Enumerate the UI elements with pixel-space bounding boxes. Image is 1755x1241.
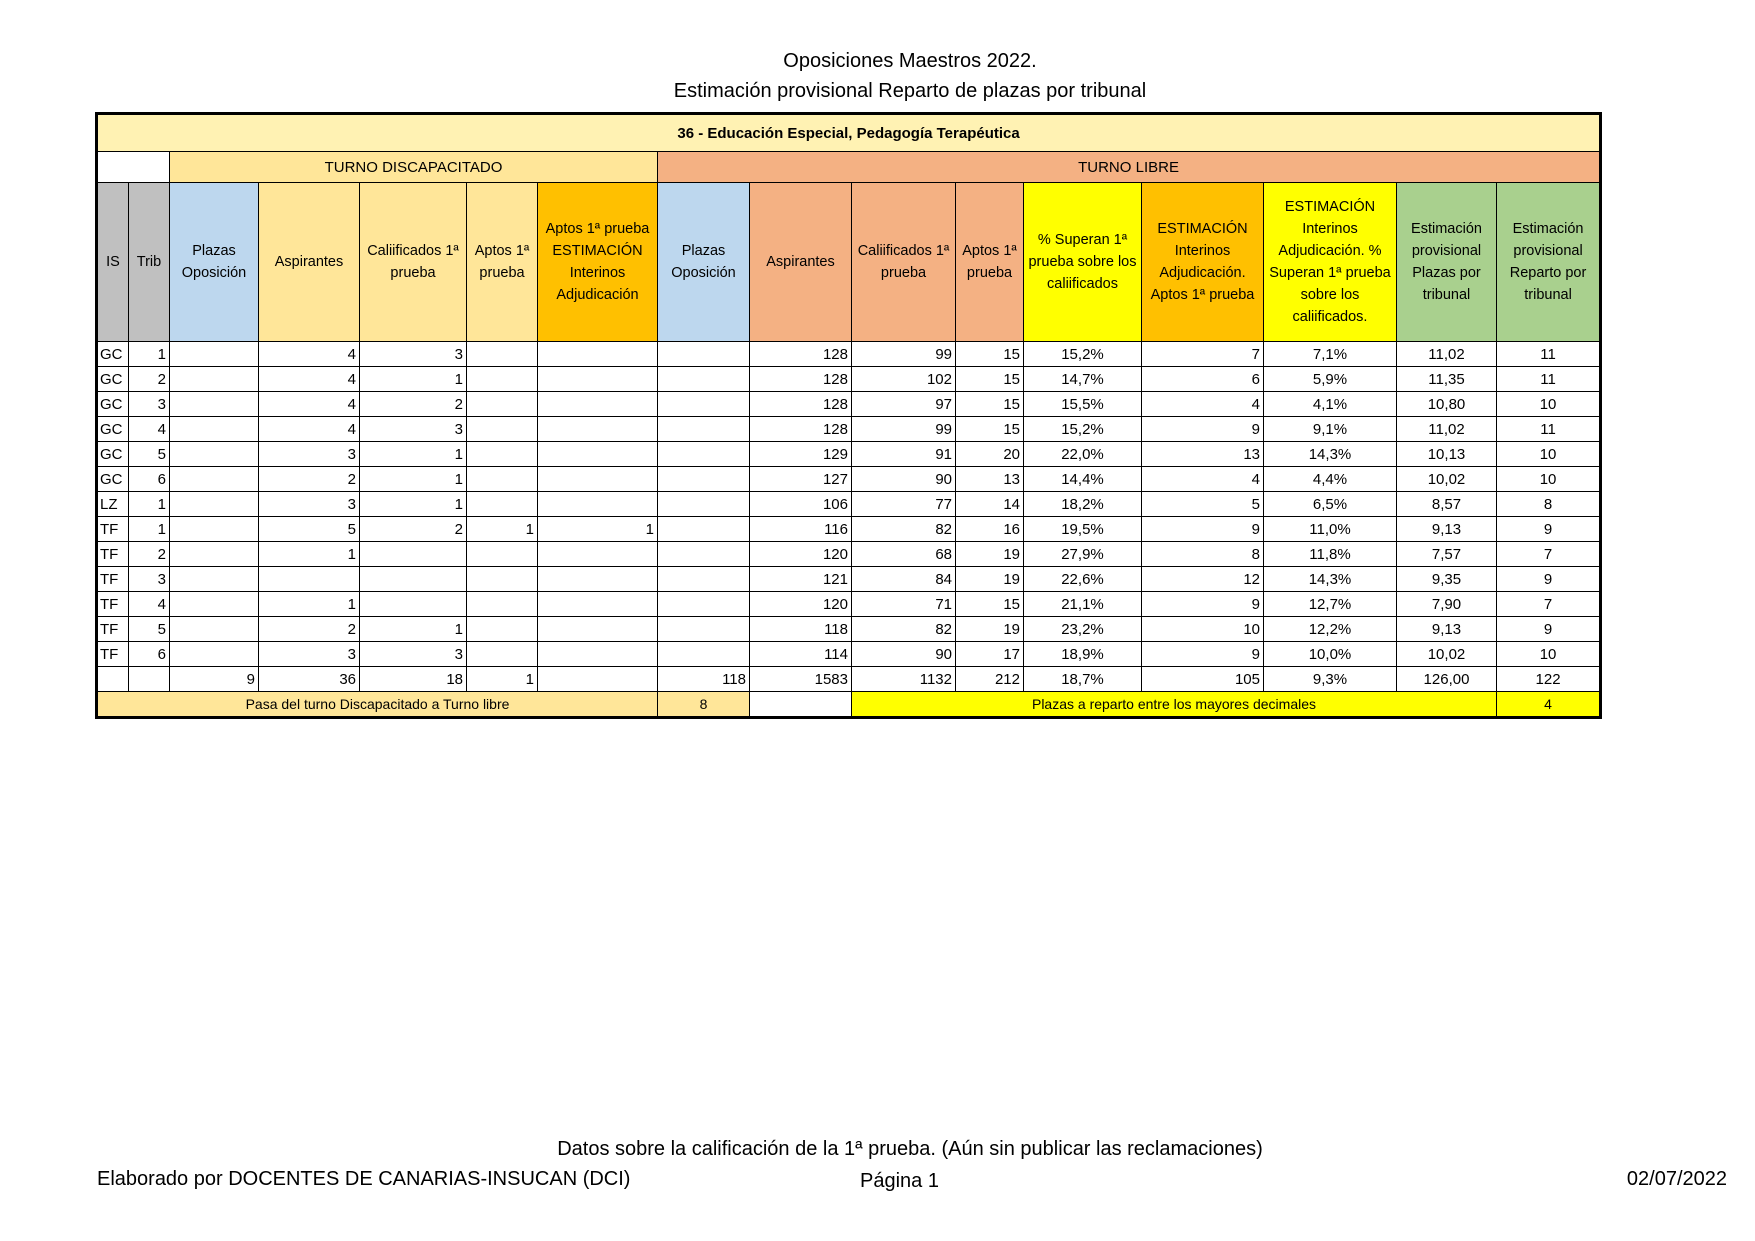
table-cell bbox=[538, 542, 658, 567]
table-row bbox=[97, 342, 1601, 367]
table-cell: 5 bbox=[129, 442, 170, 467]
col-d-aspirantes: Aspirantes bbox=[259, 183, 360, 342]
table-cell: 15 bbox=[956, 592, 1024, 617]
table-cell: 1 bbox=[360, 617, 467, 642]
table-cell bbox=[658, 342, 750, 367]
table-cell: 7 bbox=[1142, 342, 1264, 367]
table-cell: 1 bbox=[538, 517, 658, 542]
table-cell: 4 bbox=[129, 417, 170, 442]
pasa-value: 8 bbox=[658, 692, 750, 718]
table-cell bbox=[658, 442, 750, 467]
table-cell: 128 bbox=[750, 392, 852, 417]
table-cell: TF bbox=[97, 617, 129, 642]
table-cell: 9,1% bbox=[1264, 417, 1397, 442]
total-cell: 18,7% bbox=[1024, 667, 1142, 692]
total-cell bbox=[538, 667, 658, 692]
table-cell: GC bbox=[97, 442, 129, 467]
table-cell: 19 bbox=[956, 567, 1024, 592]
table-cell: 22,6% bbox=[1024, 567, 1142, 592]
table-cell bbox=[467, 617, 538, 642]
table-cell: 97 bbox=[852, 392, 956, 417]
table-cell: 7 bbox=[1497, 542, 1601, 567]
table-cell bbox=[538, 567, 658, 592]
table-cell: 3 bbox=[360, 342, 467, 367]
table-cell: 3 bbox=[259, 442, 360, 467]
table-cell: 10 bbox=[1497, 392, 1601, 417]
blank-cell bbox=[97, 152, 170, 183]
table-cell: 15,2% bbox=[1024, 417, 1142, 442]
table-cell: 2 bbox=[360, 517, 467, 542]
table-row bbox=[97, 392, 1601, 417]
col-trib: Trib bbox=[129, 183, 170, 342]
blank-cell bbox=[750, 692, 852, 718]
table-cell: 6,5% bbox=[1264, 492, 1397, 517]
table-cell: 129 bbox=[750, 442, 852, 467]
table-cell: 127 bbox=[750, 467, 852, 492]
table-cell: 1 bbox=[259, 592, 360, 617]
table-cell bbox=[467, 442, 538, 467]
table-cell: 128 bbox=[750, 417, 852, 442]
table-cell: 6 bbox=[129, 642, 170, 667]
col-l-est-reparto: Estimación provisional Reparto por tribunal bbox=[1497, 183, 1601, 342]
table-cell: 8 bbox=[1497, 492, 1601, 517]
table-cell bbox=[658, 642, 750, 667]
table-cell bbox=[467, 392, 538, 417]
table-cell: 27,9% bbox=[1024, 542, 1142, 567]
total-cell: 9 bbox=[170, 667, 259, 692]
table-row bbox=[97, 417, 1601, 442]
table-cell: 82 bbox=[852, 617, 956, 642]
footer-date: 02/07/2022 bbox=[1626, 1168, 1727, 1190]
table-cell: 91 bbox=[852, 442, 956, 467]
col-d-estimacion: Aptos 1ª prueba ESTIMACIÓN Interinos Adjudicación bbox=[538, 183, 658, 342]
data-table bbox=[95, 112, 1602, 719]
table-cell: 1 bbox=[129, 492, 170, 517]
table-cell bbox=[658, 542, 750, 567]
table-cell: 21,1% bbox=[1024, 592, 1142, 617]
table-cell bbox=[538, 467, 658, 492]
col-l-pct: % Superan 1ª prueba sobre los caliificados bbox=[1024, 183, 1142, 342]
table-cell: 13 bbox=[956, 467, 1024, 492]
table-cell: 10,13 bbox=[1397, 442, 1497, 467]
table-cell: TF bbox=[97, 517, 129, 542]
col-l-calificados: Caliificados 1ª prueba bbox=[852, 183, 956, 342]
col-l-estim-pct: ESTIMACIÓN Interinos Adjudicación. % Superan 1ª prueba sobre los caliificados. bbox=[1264, 183, 1397, 342]
table-cell: TF bbox=[97, 542, 129, 567]
table-cell: 2 bbox=[360, 392, 467, 417]
col-d-calificados: Caliificados 1ª prueba bbox=[360, 183, 467, 342]
table-row bbox=[97, 492, 1601, 517]
table-cell bbox=[170, 642, 259, 667]
total-cell: 118 bbox=[658, 667, 750, 692]
table-cell: 106 bbox=[750, 492, 852, 517]
table-cell bbox=[170, 342, 259, 367]
footer-author: Elaborado por DOCENTES DE CANARIAS-INSUCAN (DCI) bbox=[97, 1168, 631, 1190]
table-cell bbox=[360, 567, 467, 592]
footer-note: Datos sobre la calificación de la 1ª prueba. (Aún sin publicar las reclamaciones) bbox=[557, 1138, 1263, 1160]
table-cell: GC bbox=[97, 342, 129, 367]
table-cell bbox=[467, 342, 538, 367]
table-cell: 3 bbox=[129, 567, 170, 592]
table-cell: 5 bbox=[129, 617, 170, 642]
col-d-aptos: Aptos 1ª prueba bbox=[467, 183, 538, 342]
table-cell bbox=[538, 592, 658, 617]
table-cell: 4 bbox=[259, 392, 360, 417]
total-cell: 36 bbox=[259, 667, 360, 692]
table-cell bbox=[658, 592, 750, 617]
table-cell bbox=[467, 492, 538, 517]
table-cell: 11,35 bbox=[1397, 367, 1497, 392]
table-cell: 15 bbox=[956, 367, 1024, 392]
table-cell: 12,2% bbox=[1264, 617, 1397, 642]
table-cell: 84 bbox=[852, 567, 956, 592]
col-l-estim-aptos: ESTIMACIÓN Interinos Adjudicación. Aptos 1ª prueba bbox=[1142, 183, 1264, 342]
table-cell bbox=[658, 617, 750, 642]
table-cell: 11,02 bbox=[1397, 342, 1497, 367]
table-cell bbox=[170, 567, 259, 592]
table-cell bbox=[259, 567, 360, 592]
table-cell bbox=[170, 592, 259, 617]
table-cell: 14,4% bbox=[1024, 467, 1142, 492]
table-cell: 9 bbox=[1142, 517, 1264, 542]
table-cell: 99 bbox=[852, 342, 956, 367]
table-cell: 10 bbox=[1497, 442, 1601, 467]
table-cell: 4,4% bbox=[1264, 467, 1397, 492]
table-cell bbox=[170, 542, 259, 567]
table-cell: 14,3% bbox=[1264, 567, 1397, 592]
table-cell: GC bbox=[97, 417, 129, 442]
total-cell: 105 bbox=[1142, 667, 1264, 692]
total-cell: 126,00 bbox=[1397, 667, 1497, 692]
table-cell bbox=[538, 617, 658, 642]
table-cell: 5 bbox=[259, 517, 360, 542]
table-cell: 10,02 bbox=[1397, 467, 1497, 492]
table-cell: 15,2% bbox=[1024, 342, 1142, 367]
table-cell: 2 bbox=[259, 617, 360, 642]
col-l-aspirantes: Aspirantes bbox=[750, 183, 852, 342]
table-cell: 120 bbox=[750, 592, 852, 617]
table-cell: 19 bbox=[956, 617, 1024, 642]
table-cell bbox=[538, 642, 658, 667]
table-cell: 7,1% bbox=[1264, 342, 1397, 367]
table-cell: 3 bbox=[259, 492, 360, 517]
table-cell: 18,2% bbox=[1024, 492, 1142, 517]
table-cell: 7,57 bbox=[1397, 542, 1497, 567]
table-cell: 14 bbox=[956, 492, 1024, 517]
table-cell bbox=[658, 492, 750, 517]
table-cell bbox=[467, 592, 538, 617]
table-cell: 1 bbox=[360, 367, 467, 392]
table-cell: 10,02 bbox=[1397, 642, 1497, 667]
table-cell: 15 bbox=[956, 392, 1024, 417]
table-cell: 8 bbox=[1142, 542, 1264, 567]
table-cell: 11 bbox=[1497, 367, 1601, 392]
table-cell: 18,9% bbox=[1024, 642, 1142, 667]
table-cell: 6 bbox=[129, 467, 170, 492]
table-cell: 23,2% bbox=[1024, 617, 1142, 642]
total-cell: 212 bbox=[956, 667, 1024, 692]
table-cell bbox=[538, 417, 658, 442]
table-cell bbox=[170, 517, 259, 542]
table-title: 36 - Educación Especial, Pedagogía Terapéutica bbox=[97, 114, 1601, 152]
table-cell bbox=[658, 567, 750, 592]
totals-row bbox=[97, 667, 1601, 692]
table-cell: 16 bbox=[956, 517, 1024, 542]
table-cell bbox=[538, 342, 658, 367]
table-cell: GC bbox=[97, 392, 129, 417]
table-cell: 7,90 bbox=[1397, 592, 1497, 617]
table-cell: 118 bbox=[750, 617, 852, 642]
table-cell: GC bbox=[97, 367, 129, 392]
table-cell bbox=[170, 392, 259, 417]
table-cell: 12,7% bbox=[1264, 592, 1397, 617]
table-cell: 128 bbox=[750, 367, 852, 392]
table-cell: 9,35 bbox=[1397, 567, 1497, 592]
table-cell: 90 bbox=[852, 642, 956, 667]
table-cell: 10 bbox=[1142, 617, 1264, 642]
table-cell: 14,7% bbox=[1024, 367, 1142, 392]
table-cell bbox=[658, 467, 750, 492]
table-cell: 1 bbox=[360, 442, 467, 467]
col-l-aptos: Aptos 1ª prueba bbox=[956, 183, 1024, 342]
table-row bbox=[97, 567, 1601, 592]
table-cell: 8,57 bbox=[1397, 492, 1497, 517]
table-cell bbox=[538, 367, 658, 392]
table-cell bbox=[170, 367, 259, 392]
table-cell: 7 bbox=[1497, 592, 1601, 617]
table-cell: 121 bbox=[750, 567, 852, 592]
table-cell: GC bbox=[97, 467, 129, 492]
total-cell: 1 bbox=[467, 667, 538, 692]
table-cell: 20 bbox=[956, 442, 1024, 467]
table-cell: 10 bbox=[1497, 467, 1601, 492]
total-cell: 1583 bbox=[750, 667, 852, 692]
doc-title: Oposiciones Maestros 2022. bbox=[783, 50, 1037, 72]
table-cell: LZ bbox=[97, 492, 129, 517]
col-is: IS bbox=[97, 183, 129, 342]
table-cell bbox=[467, 542, 538, 567]
table-cell: 11,02 bbox=[1397, 417, 1497, 442]
col-l-plazas: Plazas Oposición bbox=[658, 183, 750, 342]
table-cell bbox=[170, 467, 259, 492]
table-row bbox=[97, 442, 1601, 467]
table-cell: 82 bbox=[852, 517, 956, 542]
table-cell bbox=[538, 442, 658, 467]
table-cell: 6 bbox=[1142, 367, 1264, 392]
table-cell bbox=[467, 567, 538, 592]
table-cell: 15,5% bbox=[1024, 392, 1142, 417]
table-cell: 1 bbox=[467, 517, 538, 542]
table-cell: 13 bbox=[1142, 442, 1264, 467]
table-cell: 77 bbox=[852, 492, 956, 517]
col-d-plazas: Plazas Oposición bbox=[170, 183, 259, 342]
table-cell: 19,5% bbox=[1024, 517, 1142, 542]
table-cell bbox=[467, 417, 538, 442]
table-cell: TF bbox=[97, 567, 129, 592]
total-cell bbox=[97, 667, 129, 692]
table-cell bbox=[467, 642, 538, 667]
table-cell: 1 bbox=[129, 342, 170, 367]
table-cell: 12 bbox=[1142, 567, 1264, 592]
table-cell: 15 bbox=[956, 417, 1024, 442]
table-cell bbox=[658, 417, 750, 442]
table-row bbox=[97, 467, 1601, 492]
table-cell: 3 bbox=[129, 392, 170, 417]
table-cell bbox=[170, 442, 259, 467]
table-cell: 71 bbox=[852, 592, 956, 617]
table-cell bbox=[360, 542, 467, 567]
table-row bbox=[97, 617, 1601, 642]
total-cell: 122 bbox=[1497, 667, 1601, 692]
table-cell: 90 bbox=[852, 467, 956, 492]
table-cell: 10,80 bbox=[1397, 392, 1497, 417]
table-cell: 4 bbox=[1142, 467, 1264, 492]
table-cell: 1 bbox=[360, 467, 467, 492]
table-cell: 128 bbox=[750, 342, 852, 367]
table-cell: 68 bbox=[852, 542, 956, 567]
total-cell: 9,3% bbox=[1264, 667, 1397, 692]
table-cell: 102 bbox=[852, 367, 956, 392]
table-cell: 3 bbox=[259, 642, 360, 667]
table-cell: 14,3% bbox=[1264, 442, 1397, 467]
table-cell bbox=[360, 592, 467, 617]
table-cell: 11 bbox=[1497, 342, 1601, 367]
reparto-label: Plazas a reparto entre los mayores decimales bbox=[852, 692, 1497, 718]
table-cell: 2 bbox=[259, 467, 360, 492]
table-cell: 11 bbox=[1497, 417, 1601, 442]
table-cell: 9 bbox=[1497, 617, 1601, 642]
pasa-label: Pasa del turno Discapacitado a Turno libre bbox=[97, 692, 658, 718]
table-cell: 4 bbox=[129, 592, 170, 617]
table-cell: 3 bbox=[360, 417, 467, 442]
table-cell: 11,8% bbox=[1264, 542, 1397, 567]
table-cell: 15 bbox=[956, 342, 1024, 367]
table-cell: 4 bbox=[259, 417, 360, 442]
group-libre: TURNO LIBRE bbox=[658, 152, 1601, 183]
table-cell: 10 bbox=[1497, 642, 1601, 667]
table-cell: 116 bbox=[750, 517, 852, 542]
table-cell: 4 bbox=[1142, 392, 1264, 417]
table-cell: 2 bbox=[129, 542, 170, 567]
table-cell: 22,0% bbox=[1024, 442, 1142, 467]
table-cell: 1 bbox=[360, 492, 467, 517]
total-cell: 1132 bbox=[852, 667, 956, 692]
table-cell bbox=[658, 517, 750, 542]
table-cell: 114 bbox=[750, 642, 852, 667]
table-cell: 5,9% bbox=[1264, 367, 1397, 392]
table-cell: 4 bbox=[259, 342, 360, 367]
table-cell: 4 bbox=[259, 367, 360, 392]
table-cell: TF bbox=[97, 592, 129, 617]
table-cell bbox=[658, 367, 750, 392]
table-row bbox=[97, 517, 1601, 542]
table-cell: 11,0% bbox=[1264, 517, 1397, 542]
table-cell: 9 bbox=[1497, 517, 1601, 542]
table-cell: 9 bbox=[1142, 592, 1264, 617]
reparto-value: 4 bbox=[1497, 692, 1601, 718]
table-cell bbox=[170, 617, 259, 642]
table-cell: TF bbox=[97, 642, 129, 667]
table-cell: 1 bbox=[129, 517, 170, 542]
table-row bbox=[97, 592, 1601, 617]
table-cell: 5 bbox=[1142, 492, 1264, 517]
table-cell bbox=[467, 367, 538, 392]
table-cell bbox=[170, 492, 259, 517]
table-cell: 17 bbox=[956, 642, 1024, 667]
table-row bbox=[97, 542, 1601, 567]
col-l-est-plazas: Estimación provisional Plazas por tribunal bbox=[1397, 183, 1497, 342]
table-cell: 9 bbox=[1497, 567, 1601, 592]
table-cell: 9,13 bbox=[1397, 517, 1497, 542]
table-cell: 120 bbox=[750, 542, 852, 567]
table-cell bbox=[658, 392, 750, 417]
table-cell bbox=[170, 417, 259, 442]
table-cell bbox=[538, 392, 658, 417]
table-cell: 9 bbox=[1142, 417, 1264, 442]
table-cell: 3 bbox=[360, 642, 467, 667]
table-cell bbox=[467, 467, 538, 492]
table-row bbox=[97, 367, 1601, 392]
table-cell: 19 bbox=[956, 542, 1024, 567]
doc-subtitle: Estimación provisional Reparto de plazas por tribunal bbox=[673, 80, 1147, 102]
table-row bbox=[97, 642, 1601, 667]
page-number: Página 1 bbox=[860, 1170, 939, 1192]
table-cell: 99 bbox=[852, 417, 956, 442]
table-cell bbox=[538, 492, 658, 517]
table-cell: 9 bbox=[1142, 642, 1264, 667]
table-cell: 1 bbox=[259, 542, 360, 567]
table-cell: 4,1% bbox=[1264, 392, 1397, 417]
group-discapacitado: TURNO DISCAPACITADO bbox=[170, 152, 658, 183]
table-cell: 9,13 bbox=[1397, 617, 1497, 642]
table-cell: 10,0% bbox=[1264, 642, 1397, 667]
total-cell: 18 bbox=[360, 667, 467, 692]
table-cell: 2 bbox=[129, 367, 170, 392]
total-cell bbox=[129, 667, 170, 692]
